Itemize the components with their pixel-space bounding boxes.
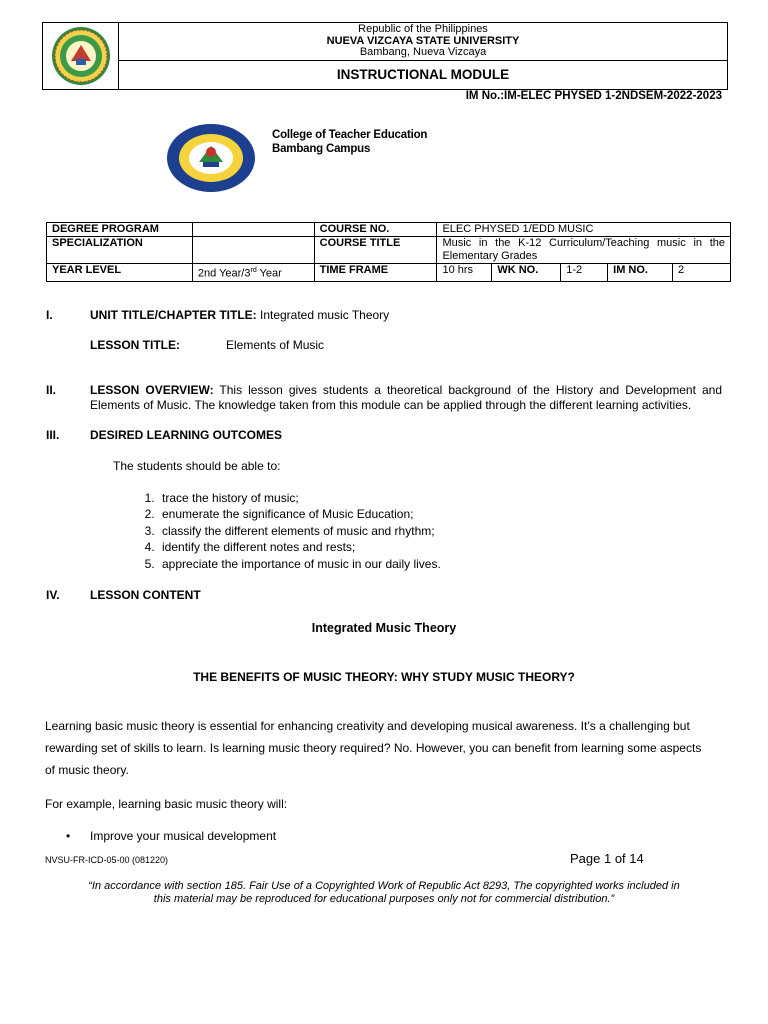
table-row [47, 223, 731, 237]
course-no-label: COURSE NO. [314, 223, 437, 237]
table-row [47, 264, 731, 282]
course-no-value: ELEC PHYSED 1/EDD MUSIC [437, 223, 731, 237]
im-no-value: 2 [673, 264, 731, 282]
unit-title-value: Integrated music Theory [256, 308, 390, 322]
college-logo [165, 122, 257, 199]
list-item: 1. trace the history of music; [158, 490, 441, 506]
college-campus: Bambang Campus [272, 143, 371, 155]
college-info [272, 128, 427, 156]
outcomes-list [110, 490, 441, 572]
lesson-title-label: LESSON TITLE: [90, 338, 180, 352]
content-paragraph-1 [45, 715, 735, 781]
degree-program-value [192, 223, 314, 237]
paragraph-line: Learning basic music theory is essential for enhancing creativity and developing musical awareness. It’s a challenging but [45, 719, 690, 733]
copyright-line: “In accordance with section 185. Fair Use of a Copyrighted Work of Republic Act 8293, The copyrighted works included in [88, 880, 680, 892]
header-institution-block [119, 23, 727, 61]
page-number: Page 1 of 14 [570, 851, 644, 866]
year-level-suffix: Year [256, 267, 282, 280]
module-title: INSTRUCTIONAL MODULE [336, 67, 510, 82]
paragraph-line: of music theory. [45, 763, 129, 777]
lesson-overview-label: LESSON OVERVIEW: [90, 383, 214, 397]
time-frame-value: 10 hrs [437, 264, 492, 282]
university-logo-cell [43, 23, 119, 89]
section-2-number: II. [46, 383, 57, 397]
degree-program-label: DEGREE PROGRAM [47, 223, 193, 237]
lesson-overview [90, 383, 722, 413]
list-item: 4. identify the different notes and rests; [158, 539, 441, 555]
form-code: NVSU-FR-ICD-05-00 (081220) [45, 855, 169, 865]
copyright-line: this material may be reproduced for educational purposes only not for commercial distribution.” [153, 893, 615, 905]
college-name: College of Teacher Education [272, 129, 428, 141]
section-1-number: I. [46, 308, 53, 322]
content-subheading: THE BENEFITS OF MUSIC THEORY: WHY STUDY MUSIC THEORY? [193, 670, 575, 684]
lesson-overview-text: This lesson gives students a theoretical background of the History and Development and Elements of Music. The knowledge taken from this module can be applied through the different learning activities. [90, 383, 722, 412]
header-location: Bambang, Nueva Vizcaya [359, 46, 487, 58]
bullet-item: Improve your musical development [90, 829, 277, 843]
content-heading: Integrated Music Theory [311, 621, 457, 635]
content-paragraph-2: For example, learning basic music theory will: [45, 797, 288, 811]
college-seal-icon [165, 122, 257, 194]
specialization-label: SPECIALIZATION [47, 237, 193, 264]
im-number: IM No.:IM-ELEC PHYSED 1-2NDSEM-2022-2023 [465, 90, 722, 102]
section-3-number: III. [46, 428, 60, 442]
section-4-number: IV. [46, 588, 60, 602]
paragraph-line: rewarding set of skills to learn. Is learning music theory required? No. However, you can benefit from learning some aspects [45, 741, 702, 755]
year-level-text: 2nd Year/3 [197, 267, 251, 280]
course-title-label: COURSE TITLE [314, 237, 437, 264]
lesson-title-value: Elements of Music [226, 338, 325, 352]
outcomes-intro: The students should be able to: [113, 459, 281, 473]
table-row [47, 237, 731, 264]
specialization-value [192, 237, 314, 264]
list-item: 3. classify the different elements of music and rhythm; [158, 523, 441, 539]
course-title-value: Music in the K-12 Curriculum/Teaching music in the Elementary Grades [437, 237, 731, 264]
learning-outcomes-label: DESIRED LEARNING OUTCOMES [90, 428, 283, 442]
unit-title-label: UNIT TITLE/CHAPTER TITLE: [90, 308, 257, 322]
document-header [42, 22, 728, 90]
header-university: NUEVA VIZCAYA STATE UNIVERSITY [326, 34, 520, 47]
copyright-notice [0, 880, 768, 906]
lesson-content-label: LESSON CONTENT [90, 588, 201, 602]
bullet-dot-icon: • [66, 829, 71, 843]
wk-no-value: 1-2 [561, 264, 608, 282]
university-seal-icon [49, 25, 113, 87]
year-level-value [192, 264, 314, 282]
wk-no-label: WK NO. [492, 264, 561, 282]
time-frame-label: TIME FRAME [314, 264, 437, 282]
header-republic: Republic of the Philippines [358, 23, 488, 35]
course-info-table [46, 222, 731, 282]
year-level-sup: rd [250, 267, 257, 274]
list-item: 5. appreciate the importance of music in our daily lives. [158, 556, 441, 572]
section-1-unit-title [90, 308, 389, 322]
list-item: 2. enumerate the significance of Music Education; [158, 506, 441, 522]
year-level-label: YEAR LEVEL [47, 264, 193, 282]
im-no-label: IM NO. [608, 264, 673, 282]
